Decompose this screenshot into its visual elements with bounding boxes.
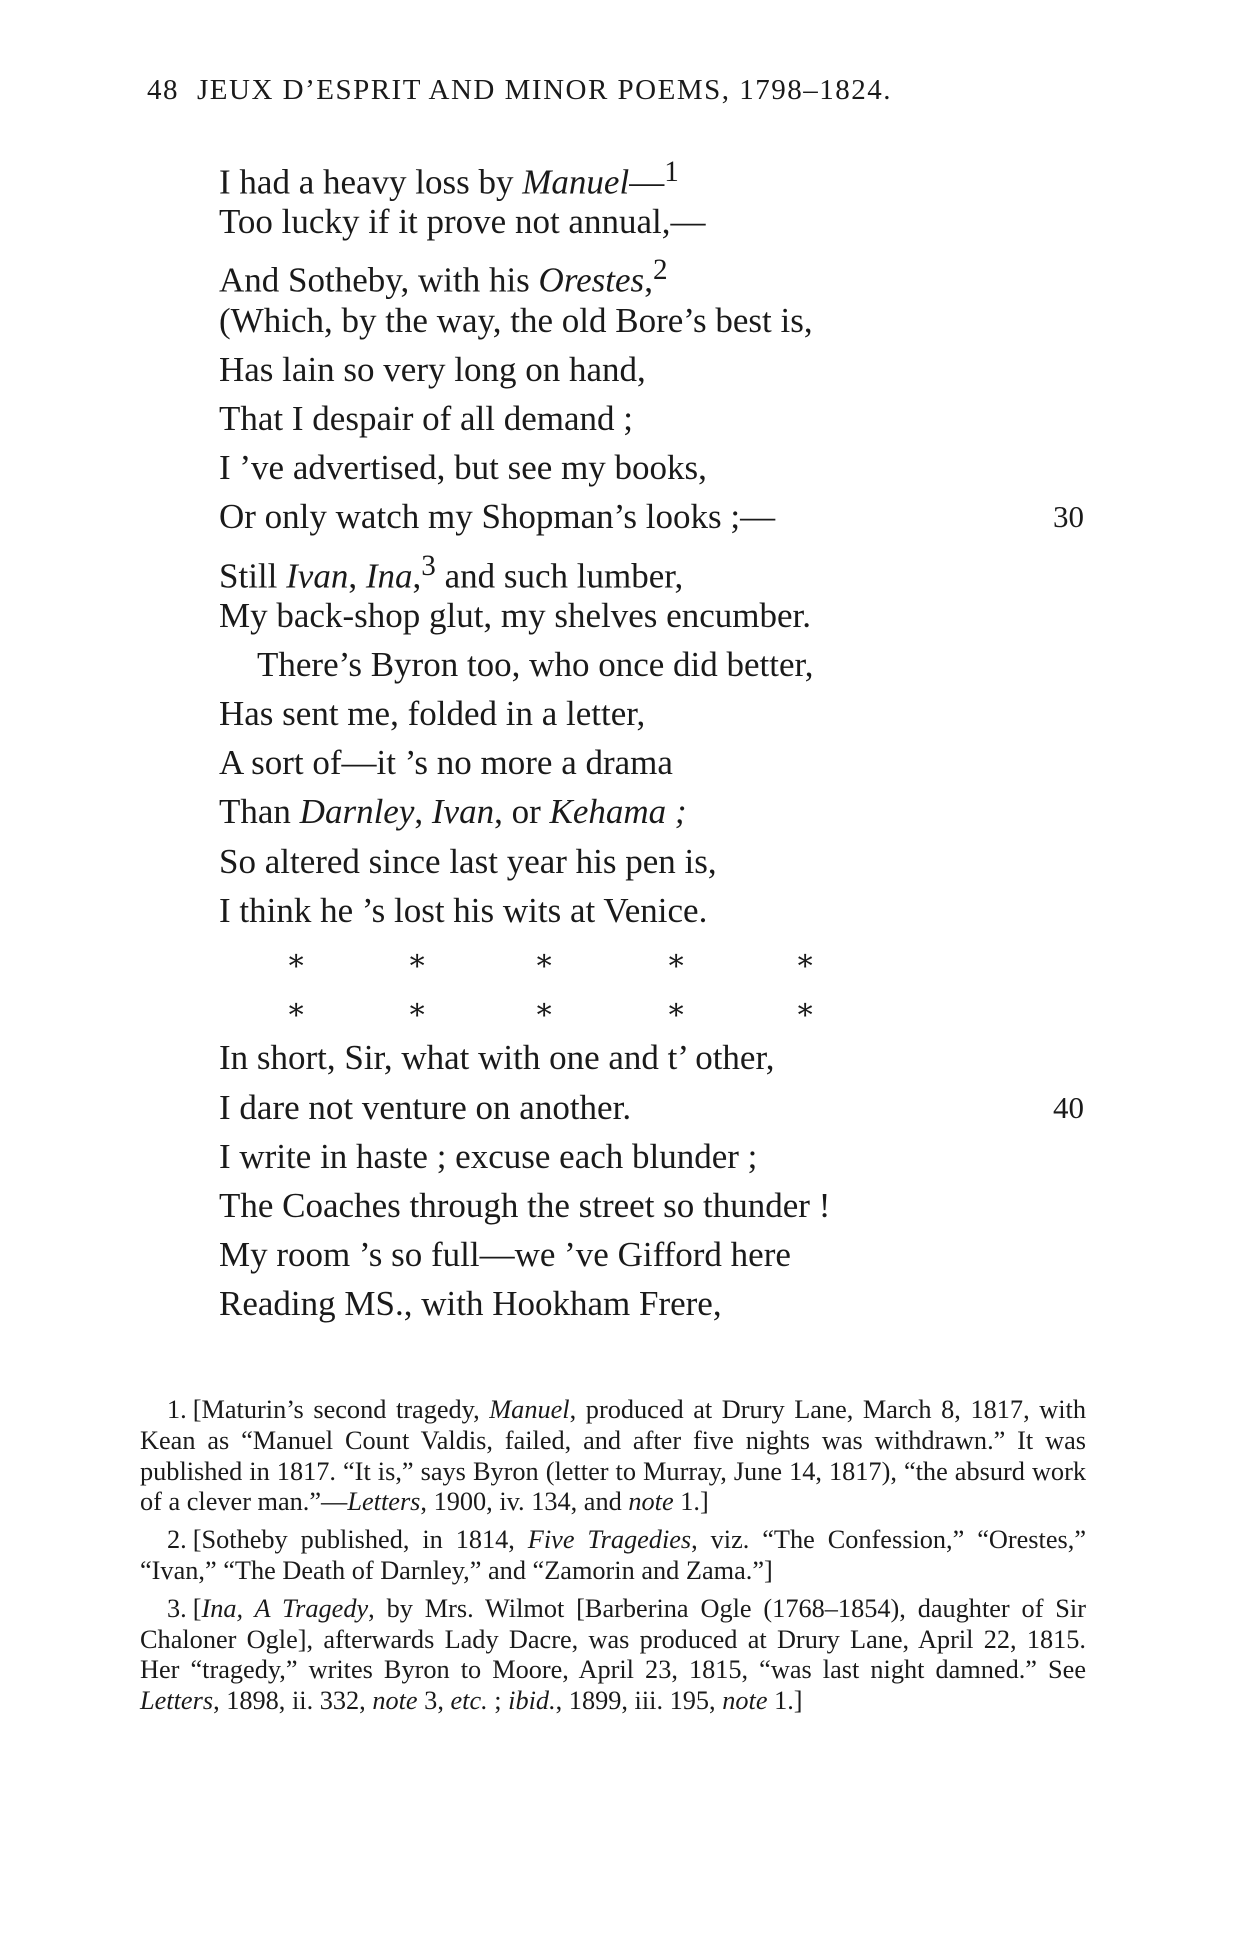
- asterisk: ∗: [666, 993, 687, 1027]
- poem-line-text: That I despair of all demand ;: [219, 398, 634, 438]
- poem-line-text: My back-shop glut, my shelves encumber.: [219, 595, 811, 635]
- poem-line: [0, 492, 1258, 541]
- poem-line: [0, 443, 1258, 492]
- poem-line: [0, 1083, 1258, 1132]
- poem-line: [0, 1132, 1258, 1181]
- asterisk: ∗: [795, 993, 816, 1027]
- asterism-row: [0, 984, 1258, 1033]
- footnote: [140, 1594, 1086, 1717]
- poem-line-text: (Which, by the way, the old Bore’s best is,: [219, 300, 813, 340]
- footnote-text: [Ina, A Tragedy, by Mrs. Wilmot [Barberina Ogle (1768–1854), daughter of Sir Chaloner Ogle], afterwards Lady Dacre, was produced at Drury Lane, April 22, 1815. Her “tragedy,” writes Byron to Moore, April 23, 1815, “was last night damned.” See Letters, 1898, ii. 332, note 3, etc. ; ibid., 1899, iii. 195, note 1.]: [140, 1593, 1086, 1716]
- poem-line: [0, 345, 1258, 394]
- poem-line-text: Has lain so very long on hand,: [219, 349, 646, 389]
- running-head: [147, 74, 892, 107]
- poem-line-text: Too lucky if it prove not annual,—: [219, 202, 706, 242]
- poem-line-text: My room ’s so full—we ’ve Gifford here: [219, 1235, 791, 1275]
- line-number: 40: [1053, 1089, 1084, 1125]
- poem-line-text: Than Darnley, Ivan, or Kehama ;: [219, 792, 687, 832]
- poem-line-text: There’s Byron too, who once did better,: [257, 644, 814, 684]
- poem-line-text: I write in haste ; excuse each blunder ;: [219, 1136, 758, 1176]
- footnote-number: 1.: [167, 1395, 187, 1424]
- poem-line-text: In short, Sir, what with one and t’ other,: [219, 1038, 775, 1078]
- poem-line: [0, 1033, 1258, 1082]
- poem-line-text: I ’ve advertised, but see my books,: [219, 448, 707, 488]
- poem-line: [0, 246, 1258, 301]
- page-number: 48: [147, 74, 179, 106]
- asterism-row: [0, 935, 1258, 984]
- line-number: 30: [1053, 499, 1084, 535]
- poem-line: [0, 394, 1258, 443]
- asterisk: ∗: [534, 993, 555, 1027]
- footnote: [140, 1525, 1086, 1587]
- poem-line-text: Reading MS., with Hookham Frere,: [219, 1284, 722, 1324]
- poem-line-text: Or only watch my Shopman’s looks ;—: [219, 497, 776, 537]
- poem-line: [0, 1230, 1258, 1279]
- poem-line: [0, 837, 1258, 886]
- asterisk: ∗: [286, 944, 307, 977]
- poem-line: [0, 1181, 1258, 1230]
- footnote-text: [Maturin’s second tragedy, Manuel, produced at Drury Lane, March 8, 1817, with Kean as “Manuel Count Valdis, failed, and after five nights was withdrawn.” It was published in 1817. “It is,” says Byron (letter to Murray, June 14, 1817), “the absurd work of a clever man.”—Letters, 1900, iv. 134, and note 1.]: [140, 1395, 1086, 1517]
- footnote-text: [Sotheby published, in 1814, Five Tragedies, viz. “The Confession,” “Orestes,” “Ivan,” “The Death of Darnley,” and “Zamorin and Zama.”]: [140, 1525, 1086, 1585]
- asterisk: ∗: [795, 944, 816, 977]
- poem-line: [0, 197, 1258, 246]
- poem-line: [0, 886, 1258, 935]
- poem-line: [0, 640, 1258, 689]
- asterisk: ∗: [286, 993, 307, 1027]
- poem-line: [0, 738, 1258, 787]
- poem-line: [0, 689, 1258, 738]
- poem-line-text: So altered since last year his pen is,: [219, 841, 717, 881]
- poem-line-text: Has sent me, folded in a letter,: [219, 694, 646, 734]
- footnote-number: 2.: [167, 1525, 187, 1555]
- asterisk: ∗: [666, 944, 687, 977]
- poem-line-text: I think he ’s lost his wits at Venice.: [219, 890, 708, 930]
- poem-line-text: Still Ivan, Ina,$^3$ and such lumber,: [219, 549, 684, 596]
- poem-line: [0, 591, 1258, 640]
- poem-line: [0, 542, 1258, 596]
- poem-line-text: I had a heavy loss by Manuel—$^1$: [219, 156, 679, 202]
- poem-line-text: I dare not venture on another.: [219, 1087, 632, 1127]
- poem-line: [0, 787, 1258, 836]
- asterisk: ∗: [407, 944, 428, 977]
- poem-body: [0, 148, 1258, 1329]
- poem-line: [0, 296, 1258, 345]
- footnotes: [140, 1395, 1086, 1724]
- asterisk: ∗: [534, 944, 555, 977]
- asterisk: ∗: [407, 993, 428, 1027]
- poem-line-text: The Coaches through the street so thunder !: [219, 1185, 831, 1225]
- footnote-number: 3.: [167, 1593, 187, 1623]
- running-title: JEUX D’ESPRIT AND MINOR POEMS, 1798–1824.: [197, 74, 892, 106]
- footnote: [140, 1395, 1086, 1518]
- poem-line-text: A sort of—it ’s no more a drama: [219, 743, 673, 783]
- poem-line-text: And Sotheby, with his Orestes,$^2$: [219, 254, 668, 301]
- poem-line: [0, 148, 1258, 202]
- poem-line: [0, 1279, 1258, 1328]
